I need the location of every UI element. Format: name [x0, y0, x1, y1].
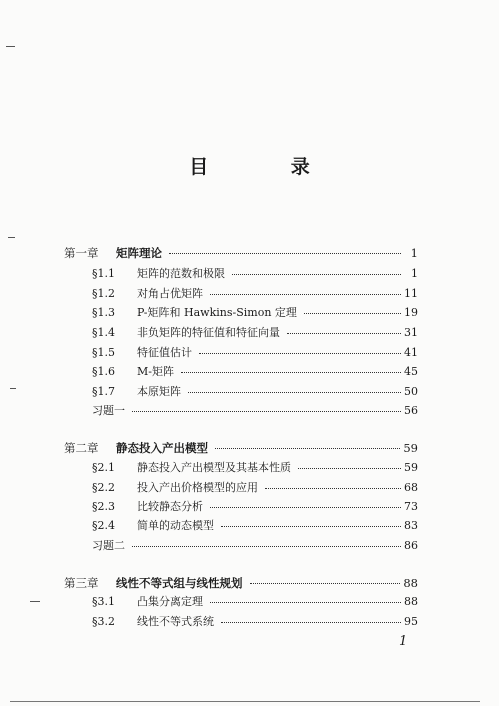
- toc-entry-page: 45: [404, 365, 418, 378]
- toc-entry-title: 对角占优矩阵: [137, 287, 203, 300]
- toc-section-entry: [92, 325, 418, 341]
- dot-leader: [132, 546, 401, 547]
- toc-entry-page: 1: [410, 246, 418, 260]
- toc-entry-number: 第三章: [64, 576, 99, 590]
- dot-leader: [287, 333, 401, 334]
- toc-exercise-entry: [92, 538, 418, 554]
- toc-section-entry: [92, 518, 418, 534]
- toc-entry-page: 68: [404, 481, 418, 494]
- toc-entry-title: 本原矩阵: [137, 385, 181, 398]
- toc-entry-page: 88: [403, 576, 418, 590]
- toc-entry-title: 静态投入产出模型及其基本性质: [137, 461, 291, 474]
- dot-leader: [221, 622, 401, 623]
- dot-leader: [199, 353, 401, 354]
- scan-mark: [10, 388, 16, 389]
- toc-section-entry: [92, 384, 418, 400]
- toc-entry-number: §2.2: [92, 481, 115, 494]
- toc-entry-page: 95: [404, 615, 418, 628]
- toc-entry-number: §3.1: [92, 595, 115, 608]
- dot-leader: [210, 507, 401, 508]
- bottom-rule: [10, 701, 480, 702]
- toc-section-entry: [92, 305, 418, 321]
- toc-entry-title: 简单的动态模型: [137, 519, 214, 532]
- toc-entry-title: 线性不等式系统: [137, 615, 214, 628]
- toc-chapter-entry: [64, 575, 418, 591]
- toc-entry-number: §3.2: [92, 615, 115, 628]
- toc-entry-number: §1.3: [92, 306, 115, 319]
- dot-leader: [188, 392, 401, 393]
- toc-entry-title: 比较静态分析: [137, 500, 203, 513]
- toc-entry-page: 11: [404, 287, 418, 300]
- toc-section-entry: [92, 345, 418, 361]
- dot-leader: [169, 253, 401, 254]
- toc-entry-page: 83: [404, 519, 418, 532]
- toc-section-entry: [92, 614, 418, 630]
- toc-entry-title: M-矩阵: [137, 365, 174, 378]
- page-number: 1: [399, 634, 408, 649]
- dot-leader: [215, 448, 400, 449]
- toc-entry-page: 50: [404, 385, 418, 398]
- toc-section-entry: [92, 499, 418, 515]
- toc-entry-number: §2.1: [92, 461, 115, 474]
- toc-entry-number: §1.2: [92, 287, 115, 300]
- dot-leader: [298, 468, 401, 469]
- toc-entry-page: 59: [404, 461, 418, 474]
- dot-leader: [132, 411, 401, 412]
- page-title: 目 录: [189, 156, 348, 178]
- toc-entry-page: 19: [404, 306, 418, 319]
- scan-mark: [30, 601, 40, 602]
- toc-entry-title: 习题二: [92, 539, 125, 552]
- toc-exercise-entry: [92, 403, 418, 419]
- toc-entry-page: 86: [404, 539, 418, 552]
- toc-entry-number: §1.4: [92, 326, 115, 339]
- toc-entry-number: 第二章: [64, 441, 99, 455]
- toc-section-entry: [92, 266, 418, 282]
- toc-section-entry: [92, 286, 418, 302]
- toc-entry-page: 59: [403, 441, 418, 455]
- scan-mark: [6, 46, 15, 47]
- toc-entry-number: 第一章: [64, 246, 99, 260]
- toc-entry-page: 31: [404, 326, 418, 339]
- dot-leader: [250, 583, 401, 584]
- dot-leader: [181, 372, 401, 373]
- dot-leader: [304, 313, 401, 314]
- toc-entry-page: 41: [404, 346, 418, 359]
- toc-entry-title: 非负矩阵的特征值和特征向量: [137, 326, 280, 339]
- toc-chapter-entry: [64, 440, 418, 456]
- toc-section-entry: [92, 460, 418, 476]
- toc-section-entry: [92, 364, 418, 380]
- toc-entry-number: §2.4: [92, 519, 115, 532]
- dot-leader: [210, 602, 401, 603]
- toc-entry-title: 静态投入产出模型: [116, 441, 208, 455]
- toc-entry-number: §1.6: [92, 365, 115, 378]
- toc-section-entry: [92, 480, 418, 496]
- toc-chapter-entry: [64, 245, 418, 261]
- toc-entry-page: 73: [404, 500, 418, 513]
- dot-leader: [221, 526, 401, 527]
- toc-entry-title: 习题一: [92, 404, 125, 417]
- toc-entry-title: 矩阵理论: [116, 246, 162, 260]
- scan-mark: [8, 237, 15, 238]
- toc-entry-title: 线性不等式组与线性规划: [116, 576, 243, 590]
- toc-entry-title: 矩阵的范数和极限: [137, 267, 225, 280]
- toc-entry-title: P-矩阵和 Hawkins-Simon 定理: [137, 306, 297, 319]
- toc-entry-number: §1.1: [92, 267, 115, 280]
- toc-entry-page: 56: [404, 404, 418, 417]
- toc-entry-title: 凸集分离定理: [137, 595, 203, 608]
- toc-entry-page: 88: [404, 595, 418, 608]
- dot-leader: [265, 488, 401, 489]
- toc-entry-number: §1.5: [92, 346, 115, 359]
- toc-entry-number: §1.7: [92, 385, 115, 398]
- toc-entry-number: §2.3: [92, 500, 115, 513]
- toc-section-entry: [92, 594, 418, 610]
- toc-entry-title: 特征值估计: [137, 346, 192, 359]
- dot-leader: [232, 274, 401, 275]
- toc-entry-title: 投入产出价格模型的应用: [137, 481, 258, 494]
- dot-leader: [210, 294, 401, 295]
- toc-entry-page: 1: [411, 267, 418, 280]
